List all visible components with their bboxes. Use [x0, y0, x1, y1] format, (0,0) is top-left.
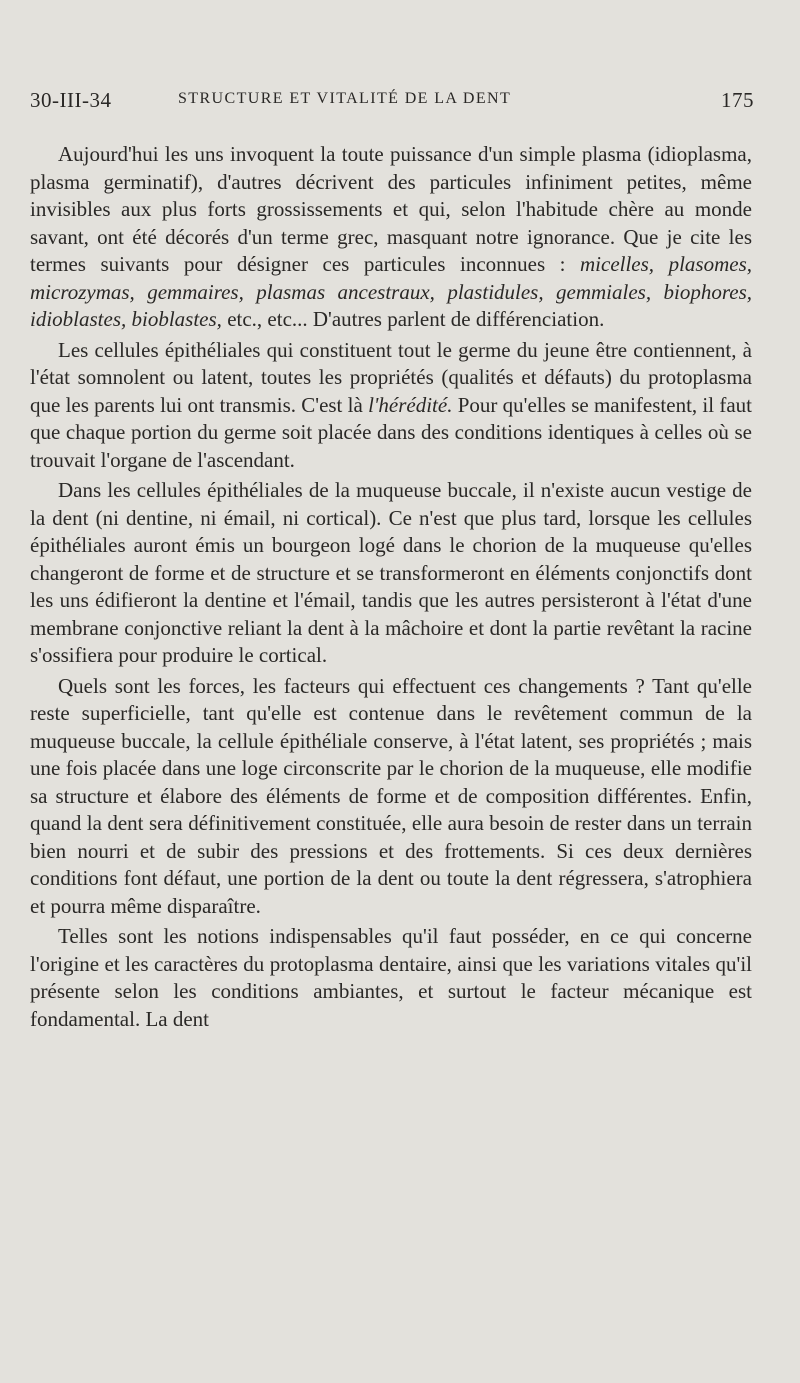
text-run: Les cellules épithéliales qui constituent tout le germe du jeune être contiennent, à l'état somnolent ou latent, toutes les propriétés (qualités et défauts) du protoplasma que les parents lui ont transmis. C'est là — [30, 337, 752, 417]
paragraph — [30, 673, 752, 921]
italic-text-run: micelles, plasomes, microzymas, gemmaires, plasmas ancestraux, plastidules, gemmiales, biophores, idioblastes, bioblastes, — [30, 252, 752, 331]
body-text — [30, 141, 752, 1036]
paragraph — [30, 141, 752, 334]
italic-text-run: l'hérédité. — [368, 392, 453, 417]
running-head — [30, 88, 754, 122]
header-date: 30-III-34 — [30, 88, 112, 112]
header-title: STRUCTURE ET VITALITÉ DE LA DENT — [178, 90, 512, 107]
text-run: Quels sont les forces, les facteurs qui effectuent ces changements ? Tant qu'elle reste superficielle, tant qu'elle est contenue dans le revêtement commun de la muqueuse buccale, la cellule épithéliale conserve, à l'état latent, ses propriétés ; mais une fois placée dans une loge circonscrite par le chorion de la muqueuse, elle modifie sa structure et élabore des éléments de forme et de composition différentes. Enfin, quand la dent sera définitivement constituée, elle aura besoin de rester dans un terrain bien nourri et de subir des pressions et des frottements. Si ces deux dernières conditions font défaut, une portion de la dent ou toute la dent régressera, s'atrophiera et pourra même disparaître. — [30, 673, 752, 918]
text-run: etc., etc... D'autres parlent de différenciation. — [221, 307, 605, 331]
paragraph — [30, 923, 752, 1033]
text-run: Telles sont les notions indispensables qu'il faut posséder, en ce qui concerne l'origine et les caractères du protoplasma dentaire, ainsi que les variations vitales qu'il présente selon les conditions ambiantes, et surtout le facteur mécanique est fondamental. La dent — [30, 924, 752, 1031]
text-run: Aujourd'hui les uns invoquent la toute puissance d'un simple plasma (idioplasma, plasma germinatif), d'autres décrivent des particules infiniment petites, même invisibles aux plus forts grossissements et qui, selon l'habitude chère au monde savant, ont été décorés d'un terme grec, masquant notre ignorance. Que je cite les termes suivants pour désigner ces particules inconnues : — [30, 142, 752, 276]
page-number: 175 — [721, 88, 754, 112]
paragraph — [30, 337, 752, 475]
text-run: Pour qu'elles se manifestent, il faut que chaque portion du germe soit placée dans des conditions identiques à celles où se trouvait l'organe de l'ascendant. — [30, 392, 753, 472]
text-run: Dans les cellules épithéliales de la muqueuse buccale, il n'existe aucun vestige de la dent (ni dentine, ni émail, ni cortical). Ce n'est que plus tard, lorsque les cellules épithéliales auront émis un bourgeon logé dans le chorion de la muqueuse qu'elles changeront de forme et de structure et se transformeront en éléments conjonctifs dont les uns édifieront la dentine et l'émail, tandis que les autres persisteront à l'état d'une membrane conjonctive reliant la dent à la mâchoire et dont la partie revêtant la racine s'ossifiera pour produire le cortical. — [30, 478, 752, 667]
paragraph — [30, 477, 752, 670]
